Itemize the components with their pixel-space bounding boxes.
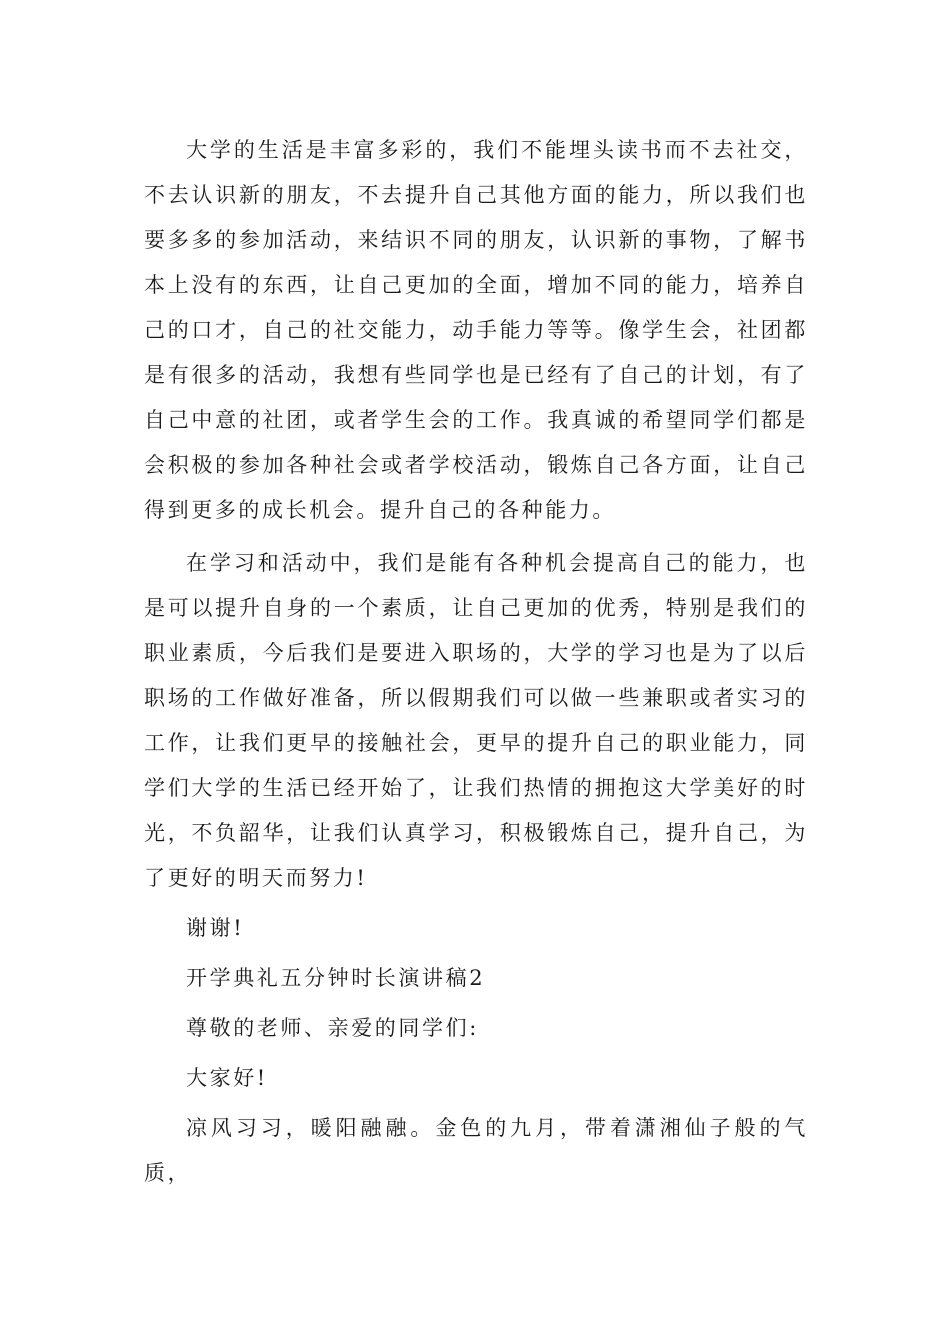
paragraph-study-activities: 在学习和活动中，我们是能有各种机会提高自己的能力，也是可以提升自身的一个素质，让自己更加的优秀，特别是我们的职业素质，今后我们是要进入职场的，大学的学习也是为了以后职场的工作做好准备，所以假期我们可以做一些兼职或者实习的工作，让我们更早的接触社会，更早的提升自己的职业能力，同学们大学的生活已经开始了，让我们热情的拥抱这大学美好的时光，不负韶华，让我们认真学习，积极锻炼自己，提升自己，为了更好的明天而努力!	[144, 551, 808, 890]
greeting: 大家好!	[186, 1066, 268, 1090]
paragraph-opening: 凉风习习，暖阳融融。金色的九月，带着潇湘仙子般的气质，	[144, 1116, 808, 1185]
paragraph-thanks: 谢谢!	[186, 916, 245, 940]
document-body	[144, 128, 808, 1196]
salutation: 尊敬的老师、亲爱的同学们:	[186, 1016, 479, 1040]
paragraph-campus-life: 大学的生活是丰富多彩的，我们不能埋头读书而不去社交，不去认识新的朋友，不去提升自己其他方面的能力，所以我们也要多多的参加活动，来结识不同的朋友，认识新的事物，了解书本上没有的东西，让自己更加的全面，增加不同的能力，培养自己的口才，自己的社交能力，动手能力等等。像学生会，社团都是有很多的活动，我想有些同学也是已经有了自己的计划，有了自己中意的社团，或者学生会的工作。我真诚的希望同学们都是会积极的参加各种社会或者学校活动，锻炼自己各方面，让自己得到更多的成长机会。提升自己的各种能力。	[144, 138, 808, 522]
section-title: 开学典礼五分钟时长演讲稿2	[186, 966, 486, 990]
